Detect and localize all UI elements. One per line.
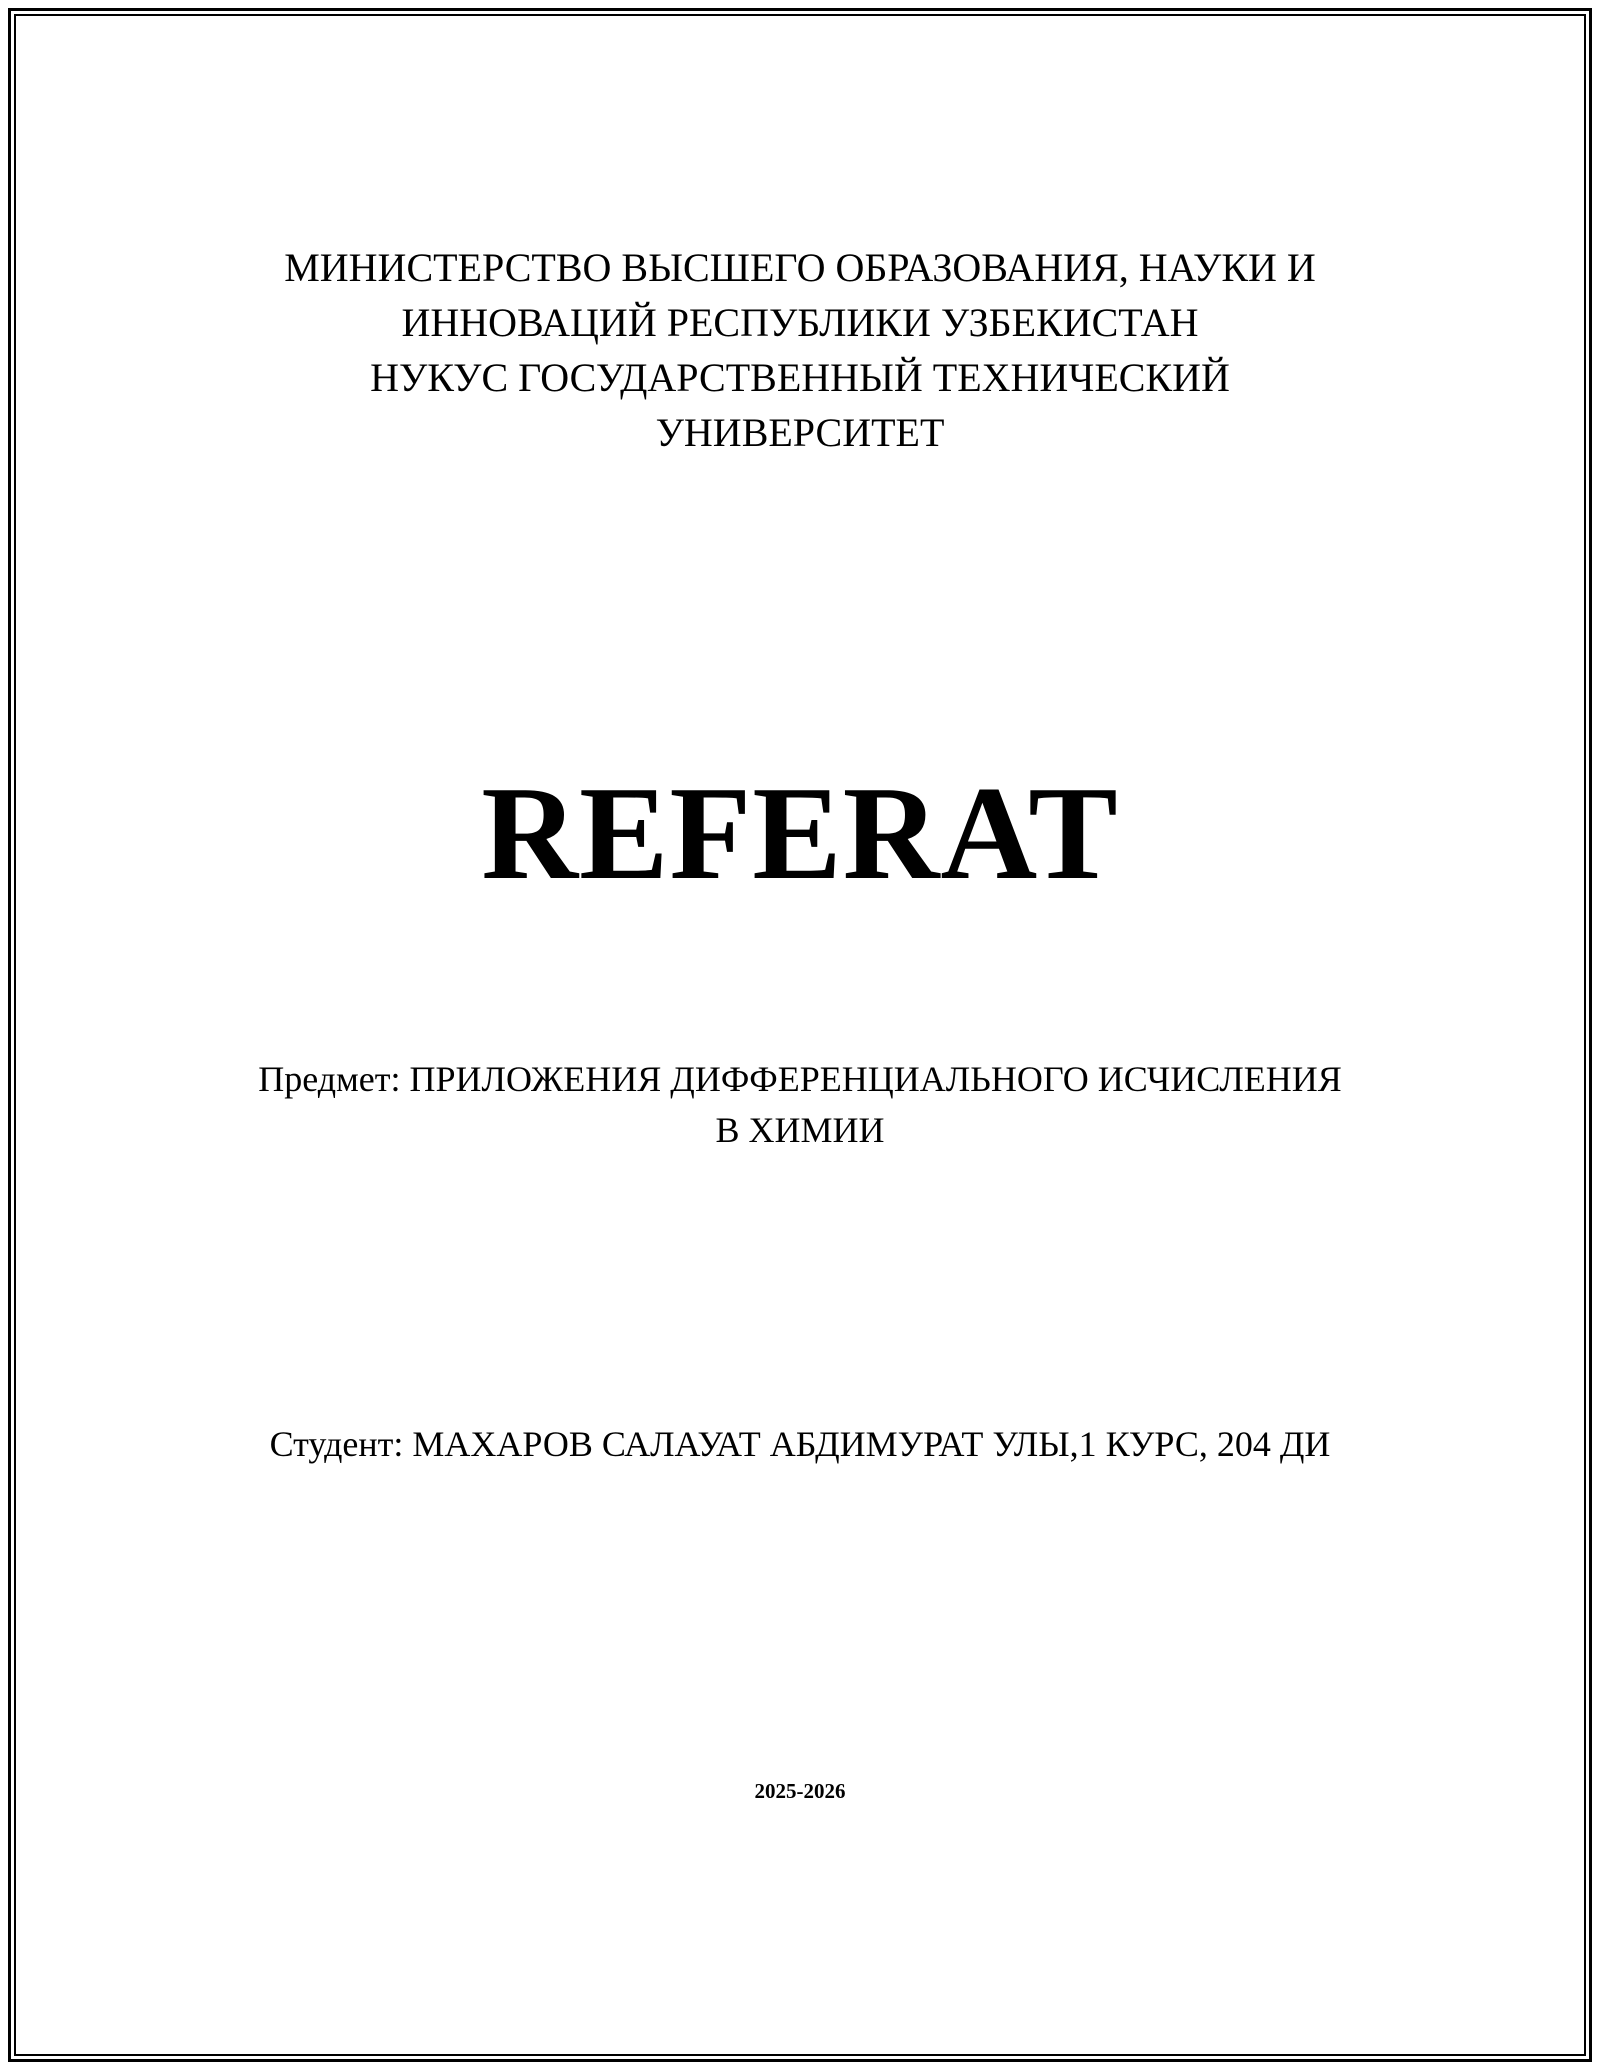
student-info: Студент: МАХАРОВ САЛАУАТ АБДИМУРАТ УЛЫ,1 КУРС, 204 ДИ (269, 1424, 1331, 1464)
header-line: МИНИСТЕРСТВО ВЫСШЕГО ОБРАЗОВАНИЯ, НАУКИ И (284, 245, 1316, 290)
subject-block (0, 1054, 1600, 1156)
subject-line-2: В ХИМИИ (715, 1110, 885, 1150)
header-line: НУКУС ГОСУДАРСТВЕННЫЙ ТЕХНИЧЕСКИЙ (370, 355, 1230, 400)
institution-header (0, 240, 1600, 460)
academic-year: 2025-2026 (754, 1779, 846, 1803)
subject-line-1: Предмет: ПРИЛОЖЕНИЯ ДИФФЕРЕНЦИАЛЬНОГО ИСЧИСЛЕНИЯ (258, 1059, 1342, 1099)
header-line: УНИВЕРСИТЕТ (655, 410, 945, 455)
document-title: REFERAT (481, 759, 1119, 907)
header-line: ИННОВАЦИЙ РЕСПУБЛИКИ УЗБЕКИСТАН (401, 300, 1199, 345)
